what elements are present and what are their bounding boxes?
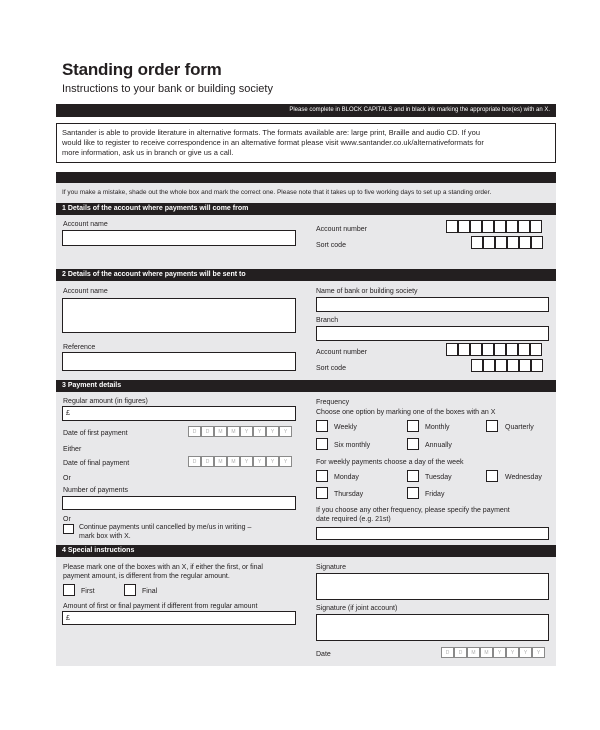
friday-label: Friday [425, 491, 445, 498]
date-label: Date [316, 651, 331, 658]
account-name-label: Account name [63, 221, 108, 228]
section-4-heading: 4 Special instructions [56, 545, 556, 557]
tuesday-checkbox[interactable] [407, 470, 419, 482]
different-amount-label: Amount of first or final payment if different from regular amount [63, 603, 258, 610]
date-cell[interactable]: Y [506, 647, 519, 658]
date-cell[interactable]: Y [279, 456, 292, 467]
either-label: Either [63, 446, 82, 453]
first-checkbox[interactable] [63, 584, 75, 596]
digit-cell[interactable] [495, 236, 507, 249]
date-cell[interactable]: Y [240, 456, 253, 467]
digit-cell[interactable] [507, 236, 519, 249]
mistake-note: If you make a mistake, shade out the whole box and mark the correct one. Please note that it takes up to five working days to set up a standing order. [62, 189, 492, 196]
date-cell[interactable]: M [480, 647, 493, 658]
digit-cell[interactable] [530, 220, 542, 233]
digit-cell[interactable] [470, 343, 482, 356]
section-2-heading: 2 Details of the account where payments will be sent to [56, 269, 556, 281]
final-label: Final [142, 588, 158, 595]
weekly-label: Weekly [334, 424, 357, 431]
different-amount-input[interactable] [62, 611, 296, 625]
date-cell[interactable]: Y [493, 647, 506, 658]
info-line: would like to register to receive correspondence in an alternative format please visit www.santander.co.uk/alternativeformats for [62, 138, 484, 147]
regular-amount-label: Regular amount (in figures) [63, 398, 148, 405]
digit-cell[interactable] [471, 359, 483, 372]
digit-cell[interactable] [471, 236, 483, 249]
monday-label: Monday [334, 474, 359, 481]
section-3-heading: 3 Payment details [56, 380, 556, 392]
from-sort-code-cells[interactable] [471, 236, 543, 249]
date-cell[interactable]: M [467, 647, 480, 658]
digit-cell[interactable] [531, 236, 543, 249]
digit-cell[interactable] [531, 359, 543, 372]
other-frequency-line: If you choose any other frequency, please specify the payment [316, 507, 510, 514]
reference-label: Reference [63, 344, 96, 351]
final-payment-date-cells[interactable] [188, 456, 292, 467]
weekly-checkbox[interactable] [316, 420, 328, 432]
continue-line: mark box with X. [79, 533, 131, 540]
branch-label: Branch [316, 317, 339, 324]
date-cell[interactable]: Y [266, 426, 279, 437]
digit-cell[interactable] [506, 343, 518, 356]
monthly-label: Monthly [425, 424, 450, 431]
form-subtitle: Instructions to your bank or building society [62, 83, 273, 95]
from-account-number-cells[interactable] [446, 220, 542, 233]
regular-amount-input[interactable] [62, 406, 296, 421]
bank-name-input[interactable] [316, 297, 549, 312]
quarterly-label: Quarterly [505, 424, 534, 431]
sort-code-label: Sort code [316, 242, 346, 249]
form-title: Standing order form [62, 60, 222, 79]
six-monthly-label: Six monthly [334, 442, 371, 449]
date-cell[interactable]: Y [279, 426, 292, 437]
digit-cell[interactable] [446, 343, 458, 356]
to-account-name-input[interactable] [62, 298, 296, 333]
digit-cell[interactable] [483, 236, 495, 249]
first-label: First [81, 588, 95, 595]
wednesday-checkbox[interactable] [486, 470, 498, 482]
or-label: Or [63, 516, 71, 523]
account-name-label: Account name [63, 288, 108, 295]
friday-checkbox[interactable] [407, 487, 419, 499]
continue-label [79, 523, 251, 541]
from-account-name-input[interactable] [62, 230, 296, 246]
digit-cell[interactable] [446, 220, 458, 233]
date-cell[interactable]: D [454, 647, 467, 658]
date-cell[interactable]: Y [519, 647, 532, 658]
continue-until-cancelled-checkbox[interactable] [63, 524, 74, 534]
digit-cell[interactable] [494, 343, 506, 356]
number-of-payments-label: Number of payments [63, 487, 128, 494]
digit-cell[interactable] [519, 236, 531, 249]
sort-code-label: Sort code [316, 365, 346, 372]
other-frequency-date-input[interactable] [316, 527, 549, 540]
joint-signature-label: Signature (if joint account) [316, 605, 398, 612]
special-instruction-line: payment amount, is different from the regular amount. [63, 573, 230, 580]
section-1-heading: 1 Details of the account where payments will come from [56, 203, 556, 215]
branch-input[interactable] [316, 326, 549, 341]
quarterly-checkbox[interactable] [486, 420, 498, 432]
digit-cell[interactable] [458, 220, 470, 233]
joint-signature-input[interactable] [316, 614, 549, 641]
date-cell[interactable]: Y [240, 426, 253, 437]
pound-sign: £ [66, 615, 70, 622]
date-cell[interactable]: Y [253, 426, 266, 437]
wednesday-label: Wednesday [505, 474, 542, 481]
digit-cell[interactable] [507, 359, 519, 372]
annually-checkbox[interactable] [407, 438, 419, 450]
other-frequency-instruction [316, 506, 510, 524]
date-cell[interactable]: D [201, 426, 214, 437]
first-payment-date-cells[interactable] [188, 426, 292, 437]
digit-cell[interactable] [494, 220, 506, 233]
monday-checkbox[interactable] [316, 470, 328, 482]
date-cell[interactable]: D [201, 456, 214, 467]
date-cell[interactable]: Y [266, 456, 279, 467]
digit-cell[interactable] [518, 220, 530, 233]
final-payment-label: Date of final payment [63, 460, 130, 467]
other-frequency-line: date required (e.g. 21st) [316, 516, 391, 523]
digit-cell[interactable] [506, 220, 518, 233]
divider-bar [56, 172, 556, 183]
digit-cell[interactable] [458, 343, 470, 356]
date-cell[interactable]: D [188, 456, 201, 467]
annually-label: Annually [425, 442, 452, 449]
digit-cell[interactable] [518, 343, 530, 356]
signature-label: Signature [316, 564, 346, 571]
digit-cell[interactable] [530, 343, 542, 356]
digit-cell[interactable] [495, 359, 507, 372]
info-line: more information, ask us in branch or give us a call. [62, 148, 234, 157]
date-cell[interactable]: M [214, 426, 227, 437]
reference-input[interactable] [62, 352, 296, 371]
special-instruction-text [63, 563, 263, 581]
digit-cell[interactable] [470, 220, 482, 233]
first-payment-label: Date of first payment [63, 430, 128, 437]
weekday-instruction: For weekly payments choose a day of the week [316, 459, 464, 466]
tuesday-label: Tuesday [425, 474, 452, 481]
to-account-number-cells[interactable] [446, 343, 542, 356]
alternative-formats-info [56, 123, 556, 163]
pound-sign: £ [66, 410, 70, 417]
block-capitals-note: Please complete in BLOCK CAPITALS and in black ink marking the appropriate box(es) with an X. [56, 104, 556, 117]
info-line: Santander is able to provide literature in alternative formats. The formats available are: large print, Braille and audio CD. If you [62, 128, 480, 137]
or-label: Or [63, 475, 71, 482]
number-of-payments-input[interactable] [62, 496, 296, 510]
bank-name-label: Name of bank or building society [316, 288, 418, 295]
date-cell[interactable]: Y [253, 456, 266, 467]
date-cell[interactable]: D [188, 426, 201, 437]
digit-cell[interactable] [482, 343, 494, 356]
monthly-checkbox[interactable] [407, 420, 419, 432]
digit-cell[interactable] [519, 359, 531, 372]
final-checkbox[interactable] [124, 584, 136, 596]
date-cell[interactable]: Y [532, 647, 545, 658]
thursday-label: Thursday [334, 491, 364, 498]
signature-date-cells[interactable] [441, 647, 545, 658]
account-number-label: Account number [316, 226, 367, 233]
thursday-checkbox[interactable] [316, 487, 328, 499]
six-monthly-checkbox[interactable] [316, 438, 328, 450]
account-number-label: Account number [316, 349, 367, 356]
special-instruction-line: Please mark one of the boxes with an X, if either the first, or final [63, 564, 263, 571]
frequency-instruction: Choose one option by marking one of the boxes with an X [316, 409, 496, 416]
date-cell[interactable]: M [227, 456, 240, 467]
frequency-label: Frequency [316, 399, 350, 406]
digit-cell[interactable] [482, 220, 494, 233]
date-cell[interactable]: M [214, 456, 227, 467]
to-sort-code-cells[interactable] [471, 359, 543, 372]
continue-line: Continue payments until cancelled by me/us in writing – [79, 524, 252, 531]
digit-cell[interactable] [483, 359, 495, 372]
date-cell[interactable]: M [227, 426, 240, 437]
date-cell[interactable]: D [441, 647, 454, 658]
signature-input[interactable] [316, 573, 549, 600]
